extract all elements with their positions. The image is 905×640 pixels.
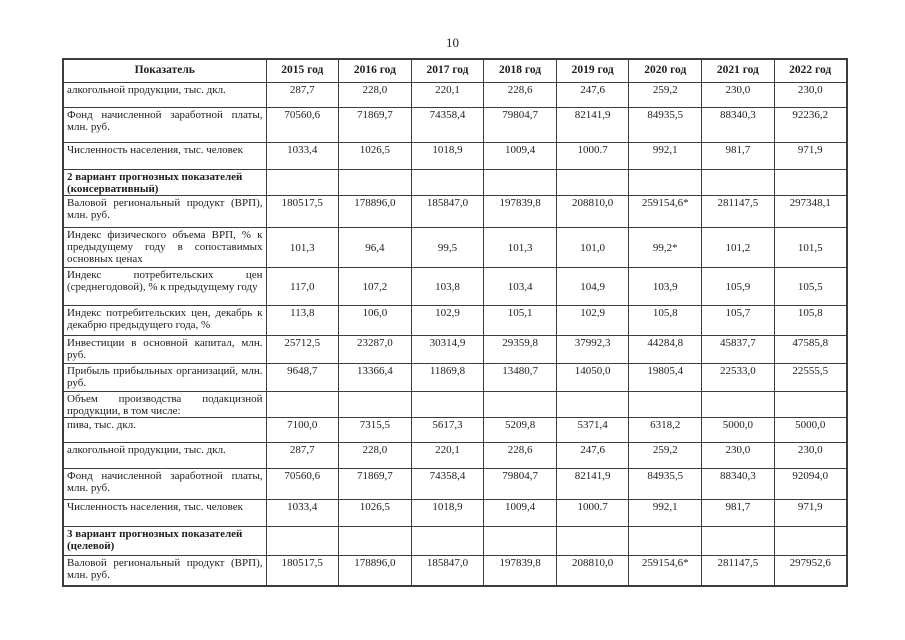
cell-value: 247,6: [556, 82, 629, 107]
cell-value: 220,1: [411, 442, 484, 468]
table-row: [63, 335, 847, 363]
cell-value: 105,5: [774, 267, 847, 305]
table-row: [63, 391, 847, 417]
cell-value: 259154,6*: [629, 555, 702, 586]
cell-value: 1009,4: [484, 142, 557, 169]
cell-value: [629, 526, 702, 555]
table-row: [63, 82, 847, 107]
cell-value: [484, 526, 557, 555]
cell-value: 74358,4: [411, 468, 484, 499]
cell-value: [556, 526, 629, 555]
cell-value: 117,0: [266, 267, 339, 305]
cell-value: 107,2: [339, 267, 412, 305]
cell-value: 178896,0: [339, 195, 412, 227]
cell-value: 7100,0: [266, 417, 339, 442]
cell-value: 971,9: [774, 142, 847, 169]
cell-value: 88340,3: [702, 107, 775, 142]
cell-value: 105,9: [702, 267, 775, 305]
cell-value: 230,0: [774, 82, 847, 107]
cell-value: 82141,9: [556, 107, 629, 142]
cell-value: 74358,4: [411, 107, 484, 142]
row-label: пива, тыс. дкл.: [63, 417, 266, 442]
cell-value: 70560,6: [266, 468, 339, 499]
cell-value: 9648,7: [266, 363, 339, 391]
cell-value: 71869,7: [339, 107, 412, 142]
cell-value: 297348,1: [774, 195, 847, 227]
column-header-year: 2018 год: [484, 59, 557, 82]
column-header-indicator: Показатель: [63, 59, 266, 82]
cell-value: 992,1: [629, 142, 702, 169]
cell-value: 13480,7: [484, 363, 557, 391]
cell-value: 30314,9: [411, 335, 484, 363]
table-row: [63, 499, 847, 526]
cell-value: 92094,0: [774, 468, 847, 499]
cell-value: 5000,0: [702, 417, 775, 442]
cell-value: 101,3: [484, 227, 557, 267]
cell-value: 281147,5: [702, 195, 775, 227]
cell-value: [484, 391, 557, 417]
cell-value: 1033,4: [266, 142, 339, 169]
cell-value: [484, 169, 557, 195]
cell-value: 113,8: [266, 305, 339, 335]
cell-value: 180517,5: [266, 195, 339, 227]
column-header-year: 2020 год: [629, 59, 702, 82]
column-header-year: 2017 год: [411, 59, 484, 82]
cell-value: 1000.7: [556, 499, 629, 526]
cell-value: 971,9: [774, 499, 847, 526]
row-label: Фонд начисленной заработной платы, млн. руб.: [63, 107, 266, 142]
cell-value: [702, 526, 775, 555]
cell-value: 228,6: [484, 442, 557, 468]
cell-value: [339, 169, 412, 195]
cell-value: 1000.7: [556, 142, 629, 169]
cell-value: 92236,2: [774, 107, 847, 142]
cell-value: 7315,5: [339, 417, 412, 442]
cell-value: [411, 391, 484, 417]
column-header-year: 2016 год: [339, 59, 412, 82]
cell-value: 6318,2: [629, 417, 702, 442]
cell-value: 14050,0: [556, 363, 629, 391]
cell-value: 23287,0: [339, 335, 412, 363]
row-label: Численность населения, тыс. человек: [63, 142, 266, 169]
cell-value: 180517,5: [266, 555, 339, 586]
table-row: [63, 267, 847, 305]
table-row: [63, 526, 847, 555]
cell-value: 208810,0: [556, 195, 629, 227]
cell-value: 25712,5: [266, 335, 339, 363]
table-row: [63, 107, 847, 142]
cell-value: 287,7: [266, 442, 339, 468]
cell-value: 230,0: [702, 442, 775, 468]
cell-value: 259,2: [629, 442, 702, 468]
cell-value: 230,0: [774, 442, 847, 468]
cell-value: 105,1: [484, 305, 557, 335]
row-label: Численность населения, тыс. человек: [63, 499, 266, 526]
cell-value: 104,9: [556, 267, 629, 305]
cell-value: [339, 391, 412, 417]
cell-value: 106,0: [339, 305, 412, 335]
cell-value: 79804,7: [484, 107, 557, 142]
cell-value: 197839,8: [484, 555, 557, 586]
cell-value: 79804,7: [484, 468, 557, 499]
cell-value: 82141,9: [556, 468, 629, 499]
cell-value: 102,9: [556, 305, 629, 335]
cell-value: 105,8: [774, 305, 847, 335]
cell-value: 101,2: [702, 227, 775, 267]
cell-value: 11869,8: [411, 363, 484, 391]
row-label: 3 вариант прогнозных показателей (целевой): [63, 526, 266, 555]
row-label: алкогольной продукции, тыс. дкл.: [63, 82, 266, 107]
column-header-year: 2019 год: [556, 59, 629, 82]
cell-value: 197839,8: [484, 195, 557, 227]
cell-value: 220,1: [411, 82, 484, 107]
cell-value: 992,1: [629, 499, 702, 526]
cell-value: 1018,9: [411, 142, 484, 169]
cell-value: 13366,4: [339, 363, 412, 391]
cell-value: [702, 169, 775, 195]
table-row: [63, 142, 847, 169]
cell-value: [702, 391, 775, 417]
cell-value: 1026,5: [339, 499, 412, 526]
cell-value: 101,0: [556, 227, 629, 267]
cell-value: [556, 169, 629, 195]
cell-value: 5371,4: [556, 417, 629, 442]
cell-value: 178896,0: [339, 555, 412, 586]
cell-value: 99,5: [411, 227, 484, 267]
cell-value: 103,9: [629, 267, 702, 305]
cell-value: 259,2: [629, 82, 702, 107]
cell-value: 45837,7: [702, 335, 775, 363]
row-label: Валовой региональный продукт (ВРП), млн. руб.: [63, 195, 266, 227]
cell-value: [774, 391, 847, 417]
cell-value: 247,6: [556, 442, 629, 468]
cell-value: [266, 391, 339, 417]
row-label: Валовой региональный продукт (ВРП), млн. руб.: [63, 555, 266, 586]
cell-value: 47585,8: [774, 335, 847, 363]
cell-value: 981,7: [702, 142, 775, 169]
row-label: 2 вариант прогнозных показателей (консервативный): [63, 169, 266, 195]
cell-value: 22555,5: [774, 363, 847, 391]
table-row: [63, 468, 847, 499]
cell-value: 287,7: [266, 82, 339, 107]
table-row: [63, 305, 847, 335]
column-header-year: 2021 год: [702, 59, 775, 82]
cell-value: 230,0: [702, 82, 775, 107]
cell-value: [266, 169, 339, 195]
cell-value: 84935,5: [629, 107, 702, 142]
cell-value: 281147,5: [702, 555, 775, 586]
cell-value: 70560,6: [266, 107, 339, 142]
row-label: Индекс потребительских цен (среднегодовой), % к предыдущему году: [63, 267, 266, 305]
cell-value: [629, 391, 702, 417]
cell-value: 22533,0: [702, 363, 775, 391]
cell-value: 37992,3: [556, 335, 629, 363]
page-number: 10: [446, 35, 459, 50]
row-label: Индекс потребительских цен, декабрь к декабрю предыдущего года, %: [63, 305, 266, 335]
cell-value: 5617,3: [411, 417, 484, 442]
row-label: Объем производства подакцизной продукции, в том числе:: [63, 391, 266, 417]
cell-value: 71869,7: [339, 468, 412, 499]
cell-value: 29359,8: [484, 335, 557, 363]
table-row: [63, 227, 847, 267]
column-header-year: 2022 год: [774, 59, 847, 82]
cell-value: 88340,3: [702, 468, 775, 499]
cell-value: [411, 169, 484, 195]
row-label: алкогольной продукции, тыс. дкл.: [63, 442, 266, 468]
forecast-indicators-table: [62, 58, 848, 587]
cell-value: 99,2*: [629, 227, 702, 267]
cell-value: 19805,4: [629, 363, 702, 391]
row-label: Индекс физического объема ВРП, % к предыдущему году в сопоставимых основных ценах: [63, 227, 266, 267]
cell-value: 103,8: [411, 267, 484, 305]
cell-value: [411, 526, 484, 555]
cell-value: 1033,4: [266, 499, 339, 526]
cell-value: 105,7: [702, 305, 775, 335]
table-row: [63, 442, 847, 468]
cell-value: 5000,0: [774, 417, 847, 442]
cell-value: 981,7: [702, 499, 775, 526]
table-row: [63, 169, 847, 195]
cell-value: [556, 391, 629, 417]
row-label: Прибыль прибыльных организаций, млн. руб.: [63, 363, 266, 391]
cell-value: 96,4: [339, 227, 412, 267]
cell-value: 185847,0: [411, 555, 484, 586]
cell-value: [629, 169, 702, 195]
column-header-year: 2015 год: [266, 59, 339, 82]
cell-value: 1009,4: [484, 499, 557, 526]
cell-value: 228,0: [339, 82, 412, 107]
cell-value: [339, 526, 412, 555]
cell-value: 228,6: [484, 82, 557, 107]
cell-value: 259154,6*: [629, 195, 702, 227]
cell-value: 103,4: [484, 267, 557, 305]
table-row: [63, 195, 847, 227]
row-label: Фонд начисленной заработной платы, млн. руб.: [63, 468, 266, 499]
cell-value: 185847,0: [411, 195, 484, 227]
cell-value: [266, 526, 339, 555]
table-row: [63, 555, 847, 586]
cell-value: 208810,0: [556, 555, 629, 586]
cell-value: 1026,5: [339, 142, 412, 169]
cell-value: [774, 169, 847, 195]
cell-value: 5209,8: [484, 417, 557, 442]
cell-value: 228,0: [339, 442, 412, 468]
cell-value: 297952,6: [774, 555, 847, 586]
cell-value: [774, 526, 847, 555]
cell-value: 1018,9: [411, 499, 484, 526]
table-row: [63, 363, 847, 391]
row-label: Инвестиции в основной капитал, млн. руб.: [63, 335, 266, 363]
table-header-row: [63, 59, 847, 82]
cell-value: 101,3: [266, 227, 339, 267]
table-row: [63, 417, 847, 442]
cell-value: 84935,5: [629, 468, 702, 499]
cell-value: 44284,8: [629, 335, 702, 363]
cell-value: 105,8: [629, 305, 702, 335]
cell-value: 102,9: [411, 305, 484, 335]
cell-value: 101,5: [774, 227, 847, 267]
